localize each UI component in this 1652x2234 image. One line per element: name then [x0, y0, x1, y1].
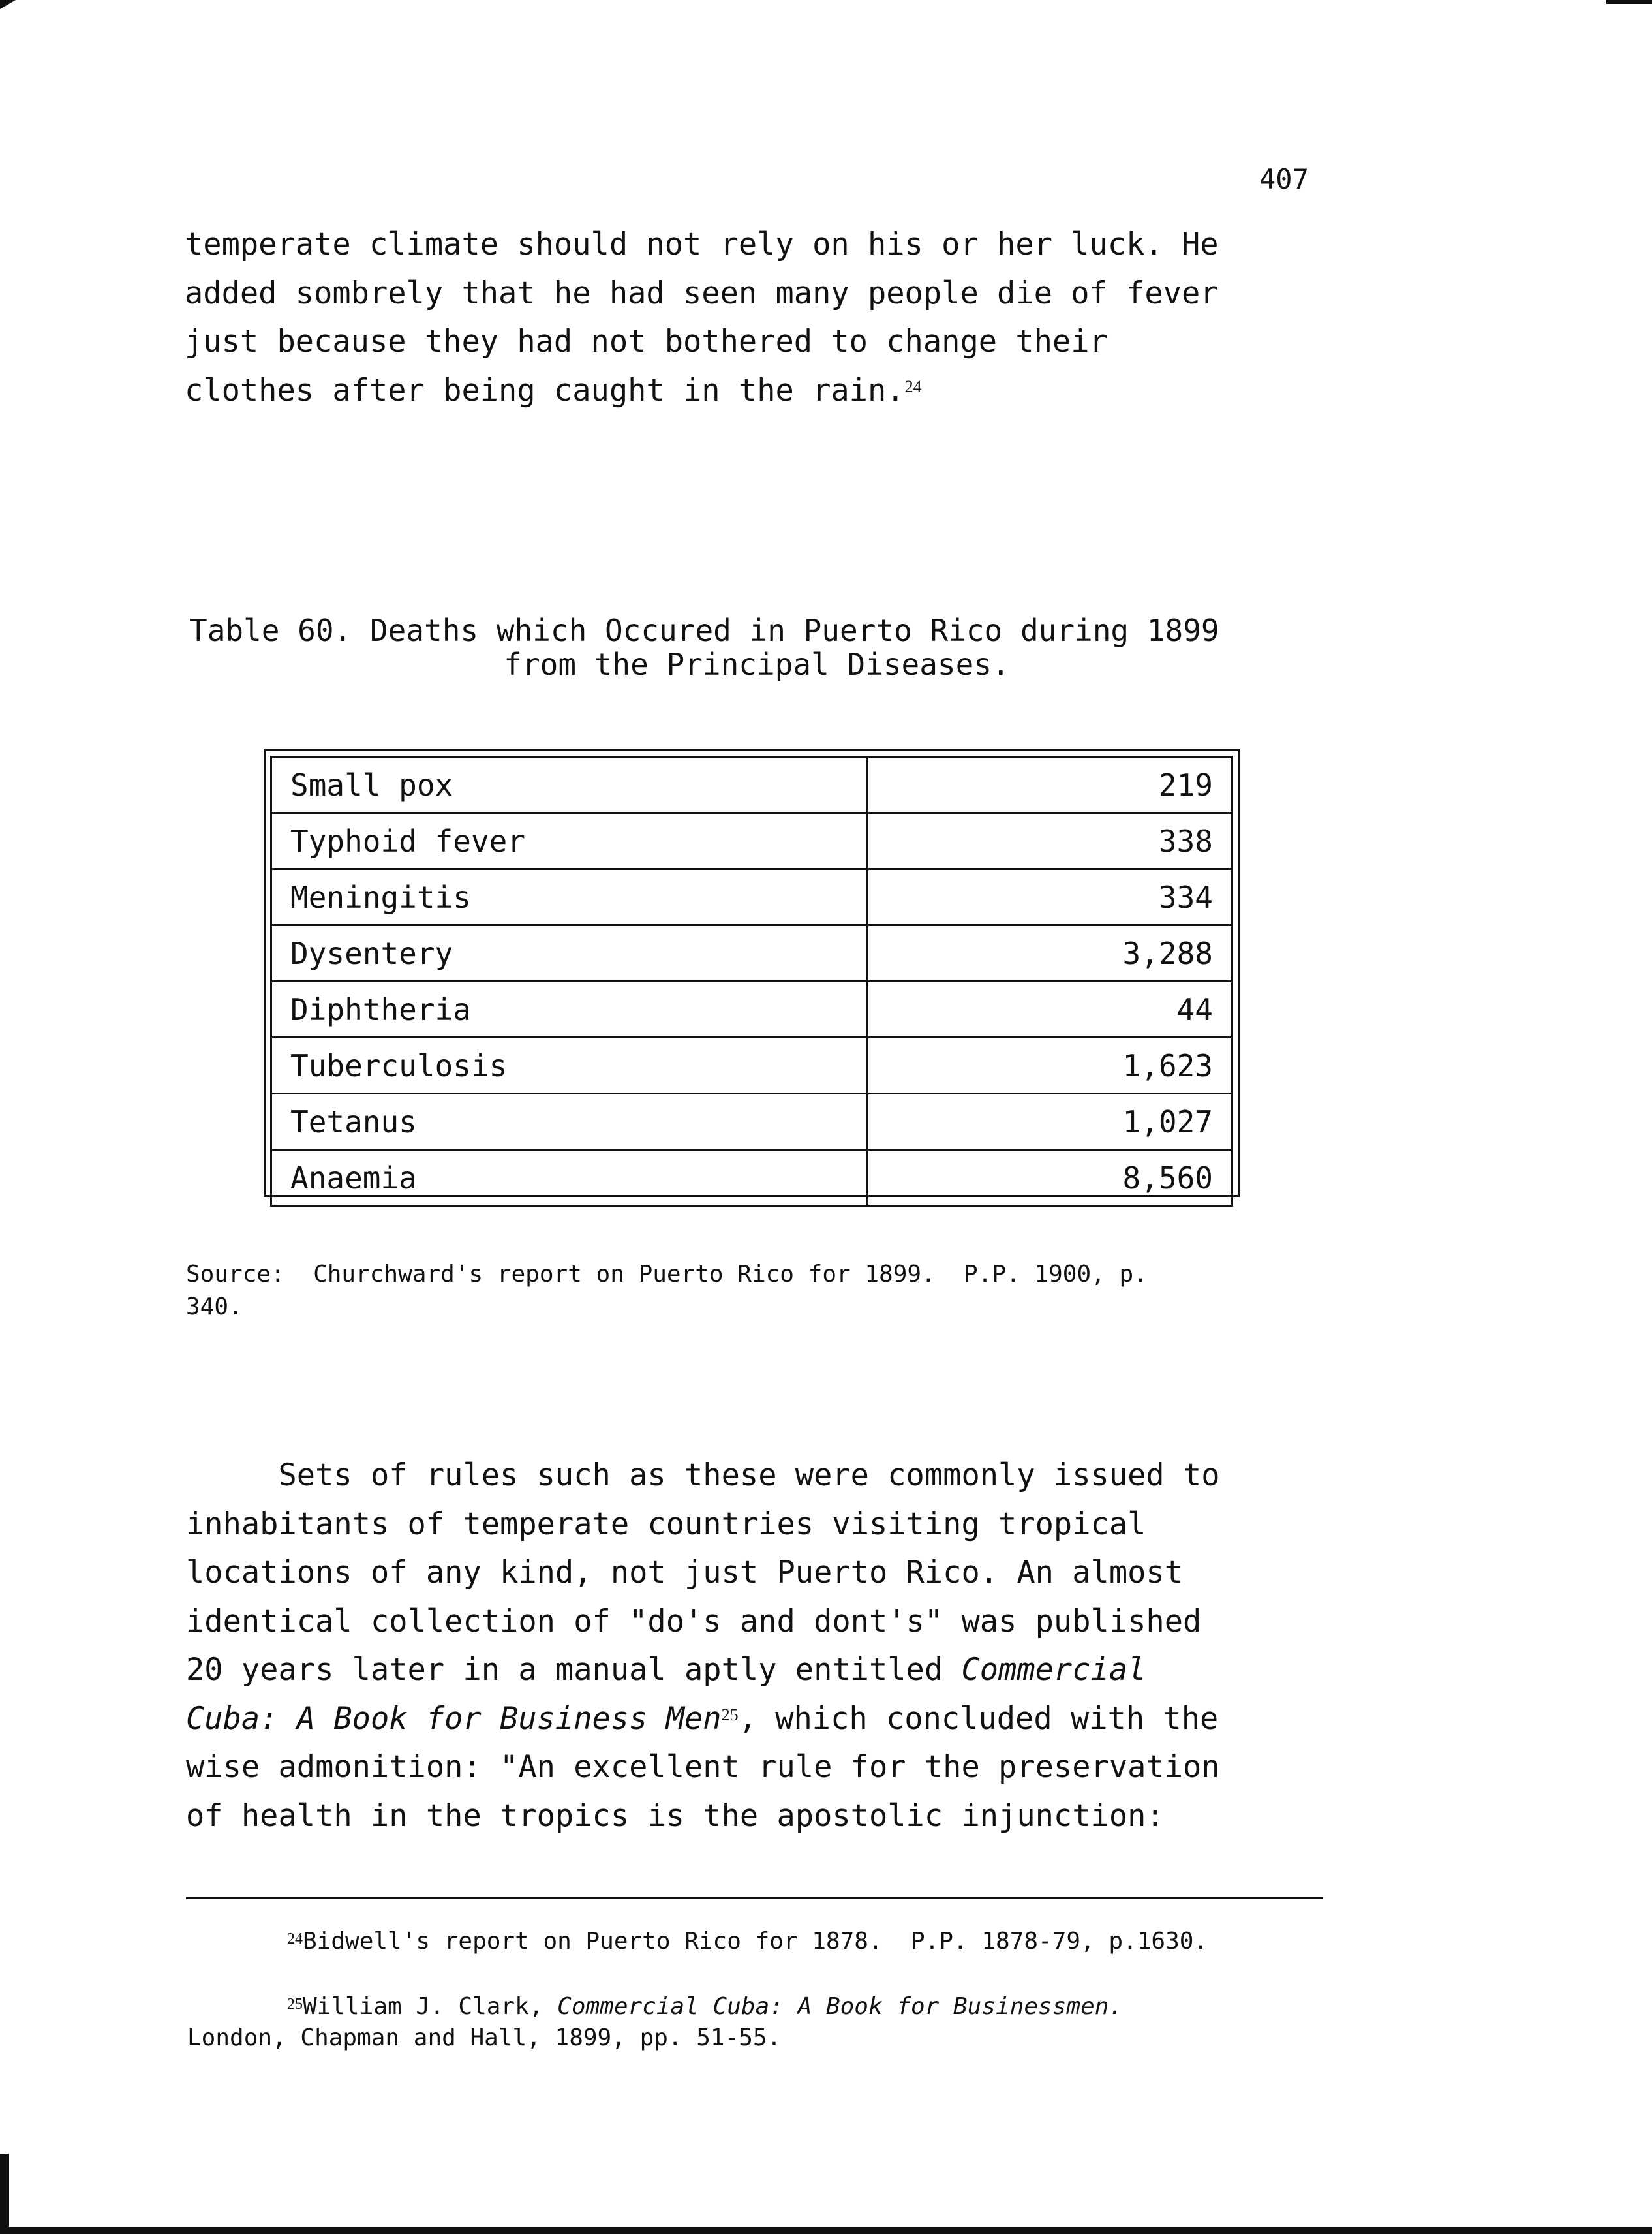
footnote-number: 24 [287, 1931, 303, 1947]
deaths-cell: 8,560 [868, 1150, 1232, 1206]
scan-bottom-edge [0, 2227, 1652, 2234]
text-span: , which concluded with the [738, 1700, 1219, 1737]
text-span: clothes after being caught in the rain. [185, 372, 905, 409]
table-source [186, 1258, 1148, 1324]
table-row [271, 757, 1232, 813]
table-row [271, 1038, 1232, 1094]
scan-corner-mark [0, 0, 16, 9]
disease-cell: Dysentery [271, 925, 868, 982]
deaths-cell: 338 [868, 813, 1232, 869]
footnote-text: William J. Clark, [303, 1993, 558, 2020]
table-row [271, 813, 1232, 869]
text-span: 20 years later in a manual aptly entitled [186, 1652, 962, 1688]
book-title-italic: Commercial Cuba: A Book for Businessmen. [557, 1993, 1124, 2020]
deaths-cell: 1,623 [868, 1038, 1232, 1094]
deaths-cell: 219 [868, 757, 1232, 813]
book-title-italic: Commercial [961, 1652, 1146, 1688]
text-line [185, 367, 1219, 416]
caption-line: from the Principal Diseases. [504, 647, 1010, 682]
deaths-cell: 3,288 [868, 925, 1232, 982]
text-line: wise admonition: "An excellent rule for the preservation [186, 1749, 1220, 1785]
deaths-cell: 44 [868, 982, 1232, 1038]
footnote-number: 25 [287, 1996, 303, 2013]
text-line: temperate climate should not rely on his or her luck. He [185, 226, 1219, 262]
disease-cell: Anaemia [271, 1150, 868, 1206]
disease-cell: Small pox [271, 757, 868, 813]
text-line: locations of any kind, not just Puerto Rico. An almost [186, 1555, 1184, 1590]
disease-cell: Meningitis [271, 869, 868, 925]
table-row [271, 1094, 1232, 1150]
text-line [186, 1646, 1220, 1695]
scan-edge-mark [0, 2154, 9, 2234]
deaths-table-grid [270, 756, 1233, 1207]
text-line: of health in the tropics is the apostolic injunction: [186, 1797, 1165, 1834]
paragraph-bottom [186, 1451, 1220, 1840]
table-caption [183, 613, 1331, 681]
text-line: added sombrely that he had seen many people die of fever [185, 275, 1219, 311]
disease-cell: Tetanus [271, 1094, 868, 1150]
deaths-cell: 334 [868, 869, 1232, 925]
paragraph-top [185, 221, 1219, 415]
footnote-ref-24[interactable]: 24 [904, 377, 922, 396]
disease-cell: Tuberculosis [271, 1038, 868, 1094]
text-line: just because they had not bothered to change their [185, 324, 1108, 360]
table-row [271, 925, 1232, 982]
page-number: 407 [1259, 163, 1309, 195]
deaths-table [264, 749, 1240, 1197]
table-row [271, 1150, 1232, 1206]
footnote-ref-25[interactable]: 25 [721, 1705, 739, 1724]
disease-cell: Diphtheria [271, 982, 868, 1038]
text-line [186, 1695, 1220, 1744]
table-row [271, 982, 1232, 1038]
text-line: identical collection of "do's and dont's" was published [186, 1603, 1202, 1639]
footnote-25 [287, 1991, 1123, 2023]
source-line: Source: Churchward's report on Puerto Rico for 1899. P.P. 1900, p. [186, 1261, 1148, 1288]
text-line: Sets of rules such as these were commonly issued to [186, 1457, 1220, 1493]
footnote-25-line2: London, Chapman and Hall, 1899, pp. 51-55. [187, 2025, 782, 2051]
deaths-cell: 1,027 [868, 1094, 1232, 1150]
footnote-text: Bidwell's report on Puerto Rico for 1878. P.P. 1878-79, p.1630. [303, 1928, 1208, 1955]
disease-cell: Typhoid fever [271, 813, 868, 869]
footnote-divider [186, 1897, 1323, 1899]
table-row [271, 869, 1232, 925]
text-line: inhabitants of temperate countries visiting tropical [186, 1506, 1146, 1542]
scan-edge-mark [1606, 0, 1652, 4]
caption-line: Table 60. Deaths which Occured in Puerto Rico during 1899 [189, 613, 1219, 648]
source-line: 340. [186, 1294, 243, 1320]
footnote-24 [287, 1925, 1208, 1958]
book-title-italic: Cuba: A Book for Business Men [186, 1700, 722, 1737]
